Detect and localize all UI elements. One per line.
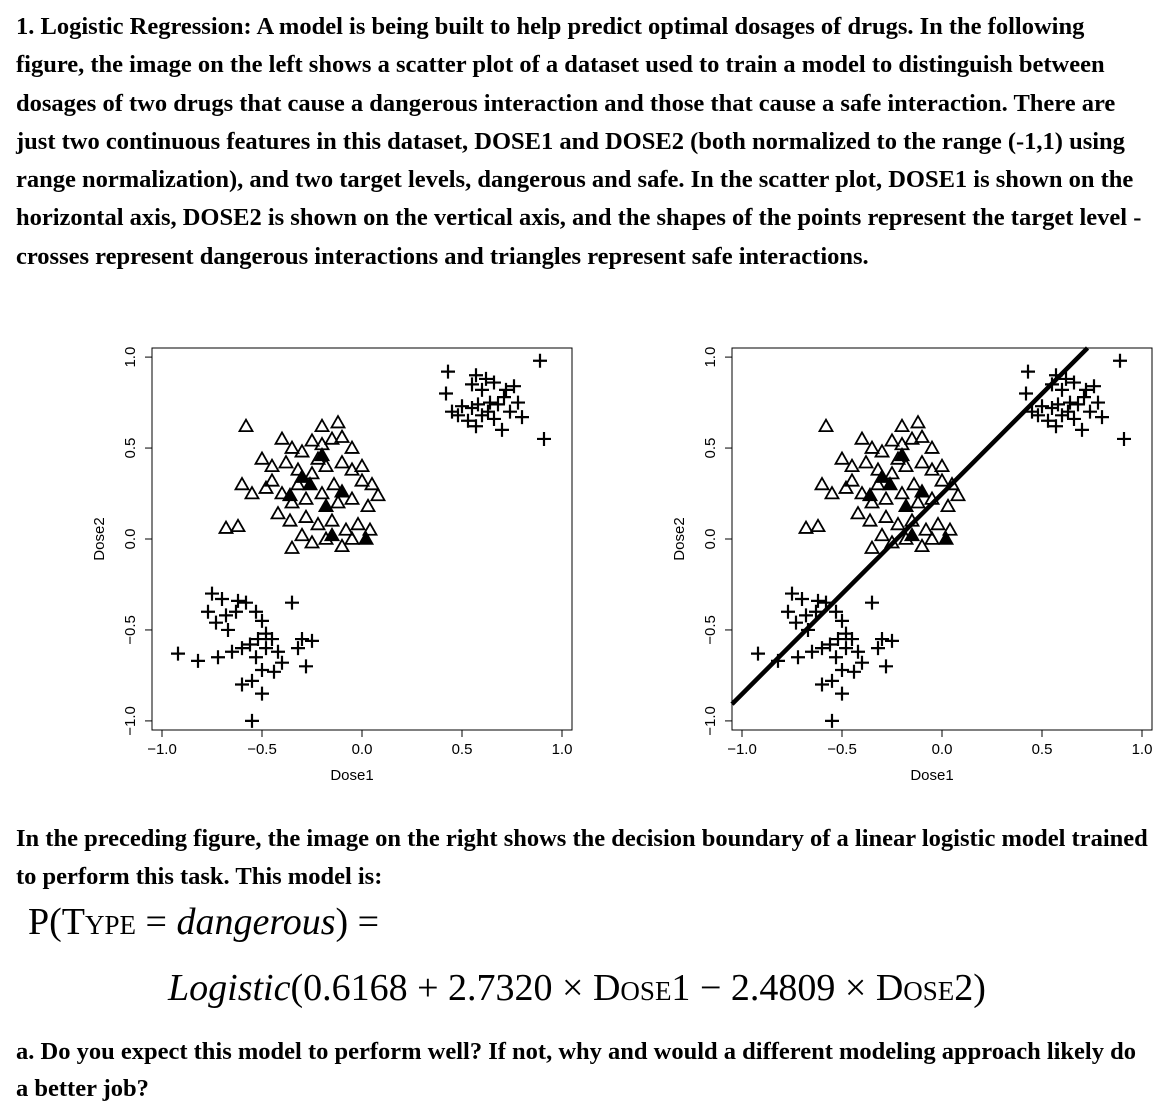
left-cross-point [201, 605, 215, 619]
right-y-tick-label: 0.0 [702, 528, 719, 550]
left-triangle-point [280, 456, 293, 467]
question-intro: 1. Logistic Regression: A model is being built to help predict optimal dosages of drugs. In the following figure, the image on the left shows a scatter plot of a dataset used to train a model to distinguish between dosages of two drugs that cause a dangerous interaction and those that cause a safe interaction. There are just two continuous features in this dataset, DOSE1 and DOSE2 (both normalized to the range (-1,1) using range normalization), and two target levels, dangerous and safe. In the scatter plot, DOSE1 is shown on the horizontal axis, DOSE2 is shown on the vertical axis, and the shapes of the points represent the target level - crosses represent dangerous interactions and triangles represent safe interactions. [16, 13, 1142, 270]
formula-dose2: Dose2 [875, 967, 974, 1009]
right-triangle-point [936, 474, 949, 485]
left-triangle-point [240, 420, 253, 431]
left-cross-point [171, 647, 185, 661]
right-x-tick-label: −0.5 [827, 741, 857, 758]
right-y-axis-label: Dose2 [671, 517, 688, 561]
right-triangle-point [942, 500, 955, 511]
right-cross-point [781, 605, 795, 619]
right-triangle-point [892, 518, 905, 529]
right-cross-point [815, 678, 829, 692]
right-triangle-point [816, 478, 829, 489]
left-triangle-point [306, 434, 319, 445]
left-triangle-point [356, 474, 369, 485]
right-triangle-point [886, 467, 899, 478]
left-cross-point [219, 608, 233, 622]
right-triangle-point [866, 542, 879, 553]
left-x-tick-label: 1.0 [551, 741, 573, 758]
left-x-tick-label: 0.0 [351, 741, 373, 758]
left-cross-point [255, 663, 269, 677]
left-triangle-point [326, 514, 339, 525]
left-triangle-point [284, 514, 297, 525]
right-triangle-point [876, 529, 889, 540]
left-cross-point [255, 687, 269, 701]
left-triangle-point [300, 511, 313, 522]
right-cross-point [1095, 410, 1109, 424]
right-cross-point [879, 659, 893, 673]
right-triangle-point [936, 460, 949, 471]
right-y-tick-label: −1.0 [702, 706, 719, 736]
left-y-tick-label: −1.0 [122, 706, 139, 736]
right-cross-point [791, 650, 805, 664]
left-cross-point [245, 714, 259, 728]
right-cross-point [847, 665, 861, 679]
right-cross-point [835, 687, 849, 701]
right-x-tick-label: −1.0 [727, 741, 757, 758]
scatter-plot-left [0, 340, 580, 800]
formula-logistic: Logistic [168, 967, 291, 1009]
right-x-tick-label: 1.0 [1131, 741, 1153, 758]
left-cross-point [483, 396, 497, 410]
formula-end: ) [973, 967, 986, 1009]
right-cross-point [815, 641, 829, 655]
left-cross-point [235, 641, 249, 655]
right-triangle-point [860, 456, 873, 467]
right-triangle-point [916, 456, 929, 467]
right-cross-point [865, 596, 879, 610]
left-triangle-point [362, 500, 375, 511]
left-cross-point [245, 674, 259, 688]
left-triangle-point [320, 460, 333, 471]
left-cross-point [229, 605, 243, 619]
right-cross-point [1063, 396, 1077, 410]
left-y-tick-label: 0.5 [122, 437, 139, 459]
formula-dose1: Dose1 [592, 967, 691, 1009]
right-cross-point [1079, 383, 1093, 397]
right-triangle-point [912, 496, 925, 507]
right-triangle-point [900, 460, 913, 471]
left-triangle-point [236, 478, 249, 489]
right-cross-point [1067, 376, 1081, 390]
formula-type-word: Type [61, 901, 137, 943]
left-triangle-point [328, 478, 341, 489]
left-cross-point [487, 376, 501, 390]
right-cross-point [1019, 386, 1033, 400]
right-triangle-point [912, 416, 925, 427]
left-triangle-point [306, 467, 319, 478]
after-figure-text: In the preceding figure, the image on the right shows the decision boundary of a linear logistic model trained to perform this task. This model is: [16, 825, 1148, 891]
left-cross-point [249, 650, 263, 664]
right-triangle-point [846, 474, 859, 485]
left-triangle-point [340, 523, 353, 534]
left-triangle-point [316, 420, 329, 431]
left-triangle-point [312, 518, 325, 529]
left-x-tick-label: −0.5 [247, 741, 277, 758]
left-triangle-point [316, 487, 329, 498]
right-cross-point [1083, 405, 1097, 419]
right-cross-point [1091, 396, 1105, 410]
left-cross-point [211, 650, 225, 664]
right-cross-point [885, 634, 899, 648]
left-cross-point [191, 654, 205, 668]
formula-eq: = [136, 901, 177, 943]
right-cross-point [1113, 354, 1127, 368]
right-cross-point [835, 663, 849, 677]
left-triangle-point [352, 518, 365, 529]
left-triangle-point [286, 542, 299, 553]
left-y-tick-label: 1.0 [122, 346, 139, 368]
right-triangle-point [886, 434, 899, 445]
left-cross-point [511, 396, 525, 410]
left-y-axis-label: Dose2 [91, 517, 108, 561]
left-filled-triangle-point [320, 500, 333, 511]
right-triangle-point [952, 489, 965, 500]
right-x-axis-label: Dose1 [910, 767, 954, 784]
left-triangle-point [296, 529, 309, 540]
left-y-tick-label: −0.5 [122, 615, 139, 645]
left-triangle-point [336, 456, 349, 467]
left-cross-point [235, 678, 249, 692]
right-x-tick-label: 0.0 [931, 741, 953, 758]
right-triangle-point [880, 492, 893, 503]
right-cross-point [1087, 379, 1101, 393]
left-triangle-point [256, 452, 269, 463]
left-cross-point [441, 365, 455, 379]
left-triangle-point [276, 432, 289, 443]
left-triangle-point [266, 474, 279, 485]
right-triangle-point [920, 523, 933, 534]
left-cross-point [499, 383, 513, 397]
formula-p: P( [28, 901, 62, 943]
left-triangle-point [332, 416, 345, 427]
right-y-tick-label: 0.5 [702, 437, 719, 459]
formula-line-1 [28, 900, 379, 944]
right-y-tick-label: −0.5 [702, 615, 719, 645]
right-triangle-point [856, 432, 869, 443]
right-filled-triangle-point [916, 485, 929, 496]
left-triangle-point [232, 520, 245, 531]
left-cross-point [231, 594, 245, 608]
right-cross-point [1117, 432, 1131, 446]
left-triangle-point [332, 496, 345, 507]
right-triangle-point [864, 514, 877, 525]
left-cross-point [285, 596, 299, 610]
right-y-tick-label: 1.0 [702, 346, 719, 368]
right-cross-point [811, 594, 825, 608]
left-filled-triangle-point [336, 485, 349, 496]
left-triangle-point [272, 507, 285, 518]
right-cross-point [799, 608, 813, 622]
formula-close: ) = [335, 901, 380, 943]
right-triangle-point [896, 487, 909, 498]
left-cross-point [439, 386, 453, 400]
left-cross-point [507, 379, 521, 393]
right-triangle-point [926, 442, 939, 453]
scatter-plot-right [580, 340, 1160, 800]
left-cross-point [503, 405, 517, 419]
left-triangle-point [336, 431, 349, 442]
left-cross-point [209, 616, 223, 630]
formula-open: (0.6168 + 2.7320 × [290, 967, 593, 1009]
left-cross-point [533, 354, 547, 368]
right-triangle-point [820, 420, 833, 431]
right-cross-point [1021, 365, 1035, 379]
right-x-tick-label: 0.5 [1031, 741, 1053, 758]
right-cross-point [829, 650, 843, 664]
right-cross-point [1075, 423, 1089, 437]
right-triangle-point [836, 452, 849, 463]
left-cross-point [239, 596, 253, 610]
right-cross-point [805, 645, 819, 659]
formula-minus: − 2.4809 × [690, 967, 876, 1009]
scatter-plot-right-svg [580, 340, 1160, 800]
left-triangle-point [346, 442, 359, 453]
right-triangle-point [932, 518, 945, 529]
right-triangle-point [896, 420, 909, 431]
right-filled-triangle-point [900, 500, 913, 511]
right-cross-point [825, 674, 839, 688]
right-triangle-point [852, 507, 865, 518]
left-triangle-point [372, 489, 385, 500]
left-x-axis-label: Dose1 [330, 767, 374, 784]
left-y-tick-label: 0.0 [122, 528, 139, 550]
left-triangle-point [356, 460, 369, 471]
right-cross-point [751, 647, 765, 661]
formula-line-2 [168, 966, 986, 1010]
left-cross-point [495, 423, 509, 437]
right-triangle-point [916, 431, 929, 442]
left-cross-point [299, 659, 313, 673]
right-triangle-point [812, 520, 825, 531]
right-cross-point [789, 616, 803, 630]
left-cross-point [515, 410, 529, 424]
left-cross-point [225, 645, 239, 659]
left-cross-point [221, 623, 235, 637]
left-x-tick-label: −1.0 [147, 741, 177, 758]
left-x-tick-label: 0.5 [451, 741, 473, 758]
left-cross-point [305, 634, 319, 648]
scatter-plot-left-svg [0, 340, 580, 800]
formula-dangerous: dangerous [176, 901, 336, 943]
right-triangle-point [908, 478, 921, 489]
left-cross-point [267, 665, 281, 679]
question-a: a. Do you expect this model to perform well? If not, why and would a different modeling approach likely do a better job? [16, 1038, 1136, 1102]
left-cross-point [537, 432, 551, 446]
right-triangle-point [880, 511, 893, 522]
right-cross-point [825, 714, 839, 728]
left-triangle-point [300, 492, 313, 503]
